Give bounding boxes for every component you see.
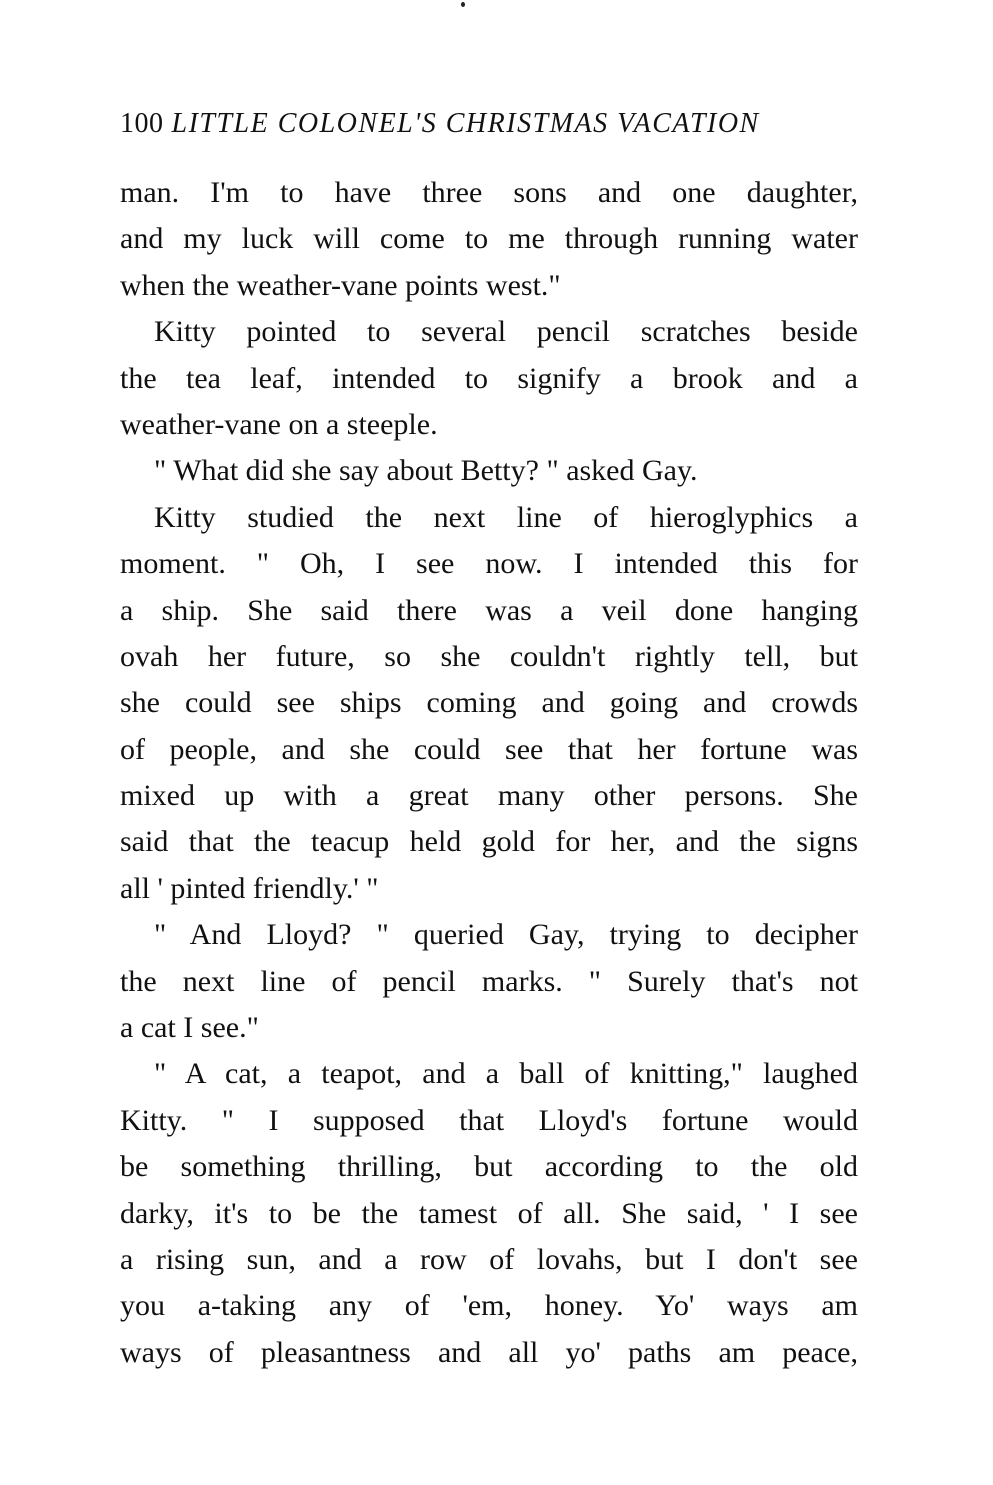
text-line: ovah her future, so she couldn't rightly tell, but (120, 639, 858, 673)
text-line: and my luck will come to me through running water (120, 222, 858, 256)
text-line: " And Lloyd? " queried Gay, trying to decipher (154, 918, 858, 952)
text-line: weather-vane on a steeple. (120, 407, 438, 441)
text-line: she could see ships coming and going and crowds (120, 686, 858, 720)
running-title: LITTLE COLONEL'S CHRISTMAS VACATION (171, 108, 760, 139)
running-head (120, 104, 860, 144)
text-line: mixed up with a great many other persons. She (120, 779, 858, 813)
text-line: when the weather-vane points west." (120, 268, 561, 302)
text-line: " What did she say about Betty? " asked Gay. (154, 454, 698, 488)
text-line: a rising sun, and a row of lovahs, but I don't see (120, 1242, 858, 1276)
text-line: be something thrilling, but according to the old (120, 1150, 858, 1184)
text-line: a ship. She said there was a veil done hanging (120, 593, 858, 627)
text-line: of people, and she could see that her fortune was (120, 732, 858, 766)
ink-speck (461, 2, 465, 7)
text-line: man. I'm to have three sons and one daughter, (120, 176, 858, 209)
text-line: all ' pinted friendly.' " (120, 871, 379, 905)
text-line: a cat I see." (120, 1011, 259, 1045)
body-text (120, 170, 858, 1376)
text-line: Kitty pointed to several pencil scratches beside (154, 315, 858, 349)
text-line: you a-taking any of 'em, honey. Yo' ways am (120, 1289, 858, 1323)
text-line: ways of pleasantness and all yo' paths am peace, (120, 1335, 858, 1369)
text-line: darky, it's to be the tamest of all. She said, ' I see (120, 1196, 858, 1230)
text-line: Kitty studied the next line of hieroglyphics a (154, 500, 858, 534)
text-line: moment. " Oh, I see now. I intended this for (120, 547, 858, 581)
text-line: the tea leaf, intended to signify a brook and a (120, 361, 858, 395)
page-number: 100 (120, 108, 164, 139)
text-line: the next line of pencil marks. " Surely that's not (120, 964, 858, 998)
text-line: " A cat, a teapot, and a ball of knitting," laughed (154, 1057, 858, 1091)
text-line: Kitty. " I supposed that Lloyd's fortune would (120, 1103, 858, 1137)
text-line: said that the teacup held gold for her, and the signs (120, 825, 858, 859)
